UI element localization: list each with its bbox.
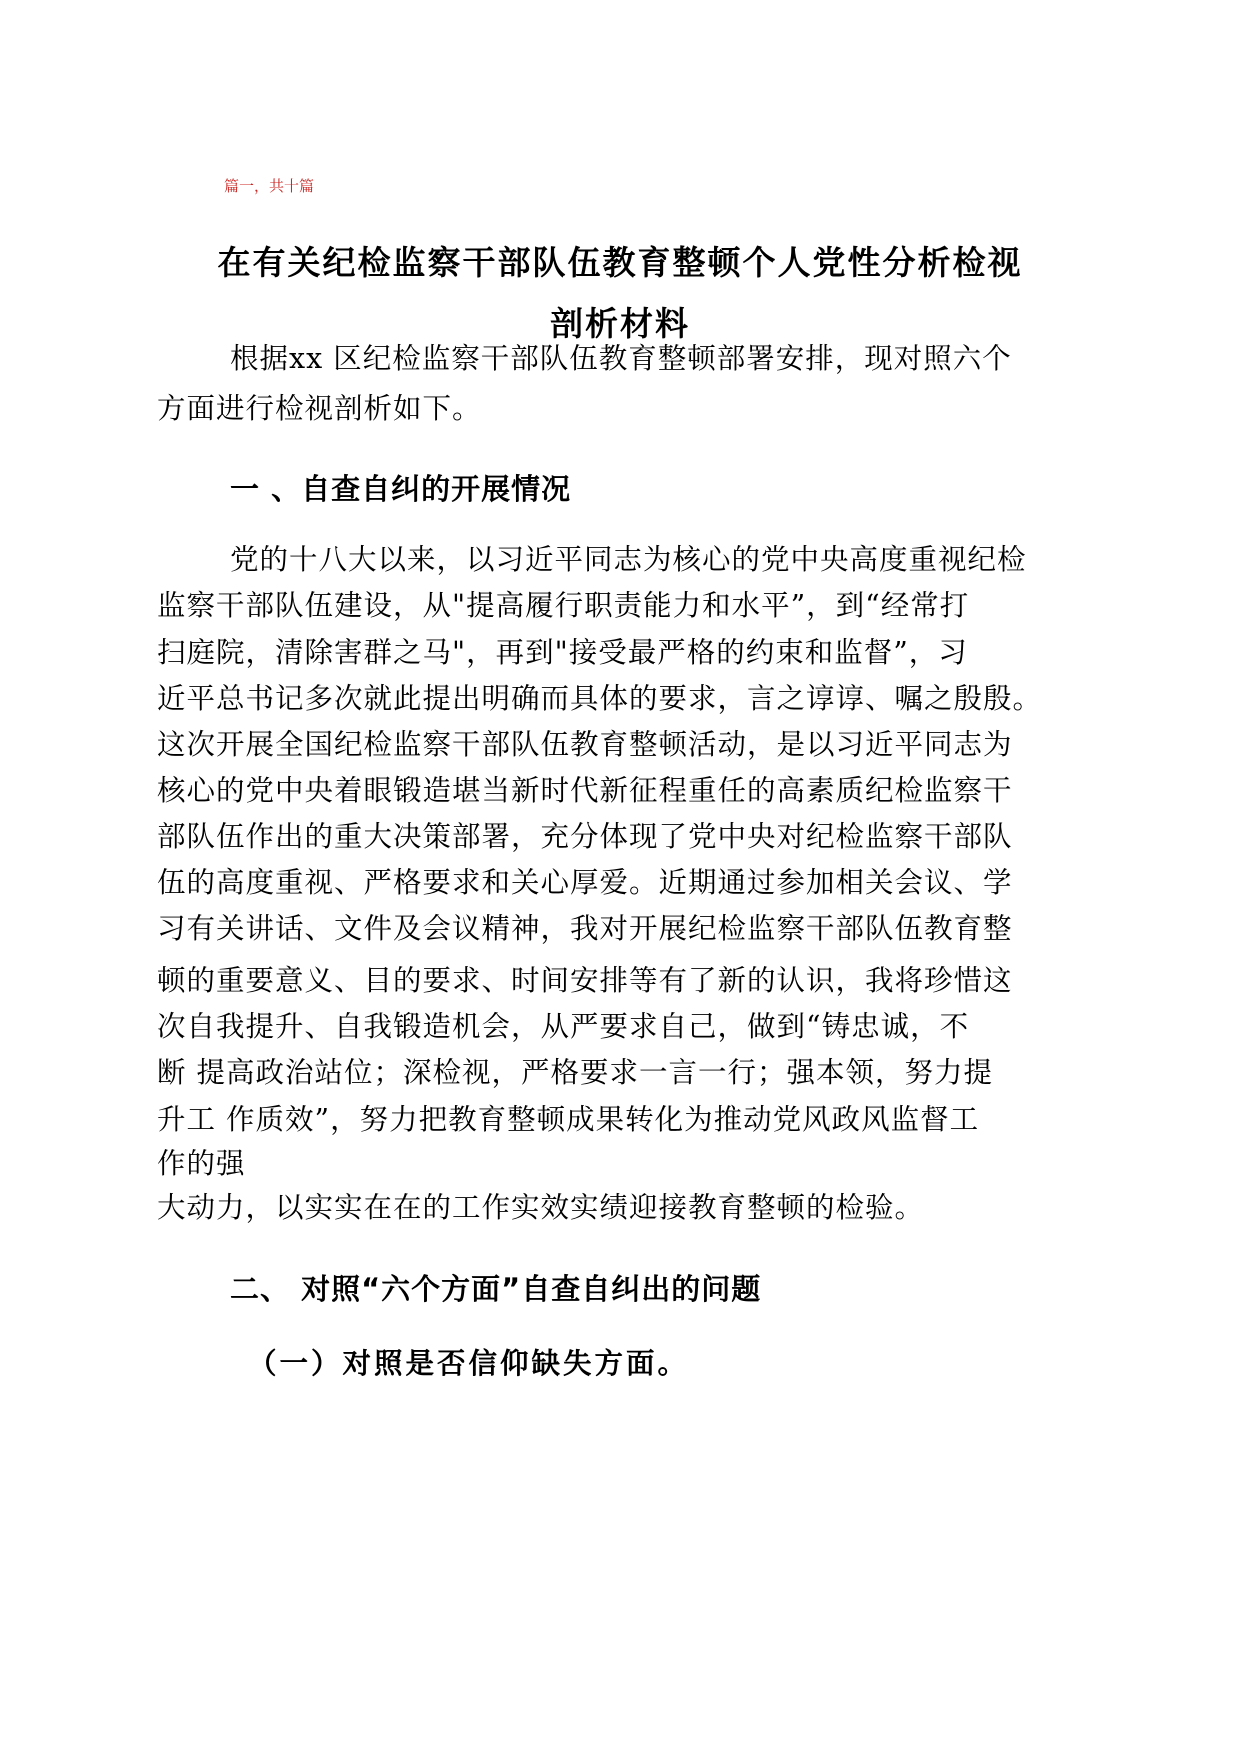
section-1-line-1: 党的十八大以来，以习近平同志为核心的党中央高度重视纪检 bbox=[230, 543, 1027, 576]
section-1-line-15: 大动力，以实实在在的工作实效实绩迎接教育整顿的检验。 bbox=[157, 1191, 925, 1224]
section-2-heading: 二、 对照“六个方面”自查自纠出的问题 bbox=[230, 1272, 762, 1306]
section-1-line-3: 扫庭院，清除害群之马"，再到"接受最严格的约束和监督”，习 bbox=[157, 636, 968, 669]
section-2-subheading-1: （一）对照是否信仰缺失方面。 bbox=[248, 1346, 690, 1380]
section-1-line-9: 习有关讲话、文件及会议精神，我对开展纪检监察干部队伍教育整 bbox=[157, 912, 1013, 945]
intro-line-1: 根据xx 区纪检监察干部队伍教育整顿部署安排，现对照六个 bbox=[230, 342, 1012, 375]
section-1-line-5: 这次开展全国纪检监察干部队伍教育整顿活动，是以习近平同志为 bbox=[157, 728, 1013, 761]
section-1-line-2: 监察干部队伍建设，从"提高履行职责能力和水平”，到“经常打 bbox=[157, 589, 970, 622]
section-1-line-12: 断 提高政治站位；深检视，严格要求一言一行；强本领，努力提 bbox=[157, 1056, 994, 1089]
series-note: 篇一，共十篇 bbox=[224, 177, 315, 195]
section-1-line-6: 核心的党中央着眼锻造堪当新时代新征程重任的高素质纪检监察干 bbox=[157, 774, 1013, 807]
section-1-line-13: 升工 作质效”，努力把教育整顿成果转化为推动党风政风监督工 bbox=[157, 1103, 980, 1136]
section-1-line-10: 顿的重要意义、目的要求、时间安排等有了新的认识，我将珍惜这 bbox=[157, 964, 1013, 997]
section-1-line-7: 部队伍作出的重大决策部署，充分体现了党中央对纪检监察干部队 bbox=[157, 820, 1013, 853]
intro-line-2: 方面进行检视剖析如下。 bbox=[157, 392, 482, 425]
section-1-line-11: 次自我提升、自我锻造机会，从严要求自己，做到“铸忠诚，不 bbox=[157, 1010, 970, 1043]
section-1-line-4: 近平总书记多次就此提出明确而具体的要求，言之谆谆、嘱之殷殷。 bbox=[157, 682, 1043, 715]
section-1-line-8: 伍的高度重视、严格要求和关心厚爱。近期通过参加相关会议、学 bbox=[157, 866, 1013, 899]
section-1-line-14: 作的强 bbox=[157, 1147, 246, 1180]
document-title-line-1: 在有关纪检监察干部队伍教育整顿个人党性分析检视 bbox=[217, 243, 1023, 282]
section-1-heading: 一 、自查自纠的开展情况 bbox=[230, 472, 572, 506]
document-title-line-2: 剖析材料 bbox=[550, 304, 690, 343]
